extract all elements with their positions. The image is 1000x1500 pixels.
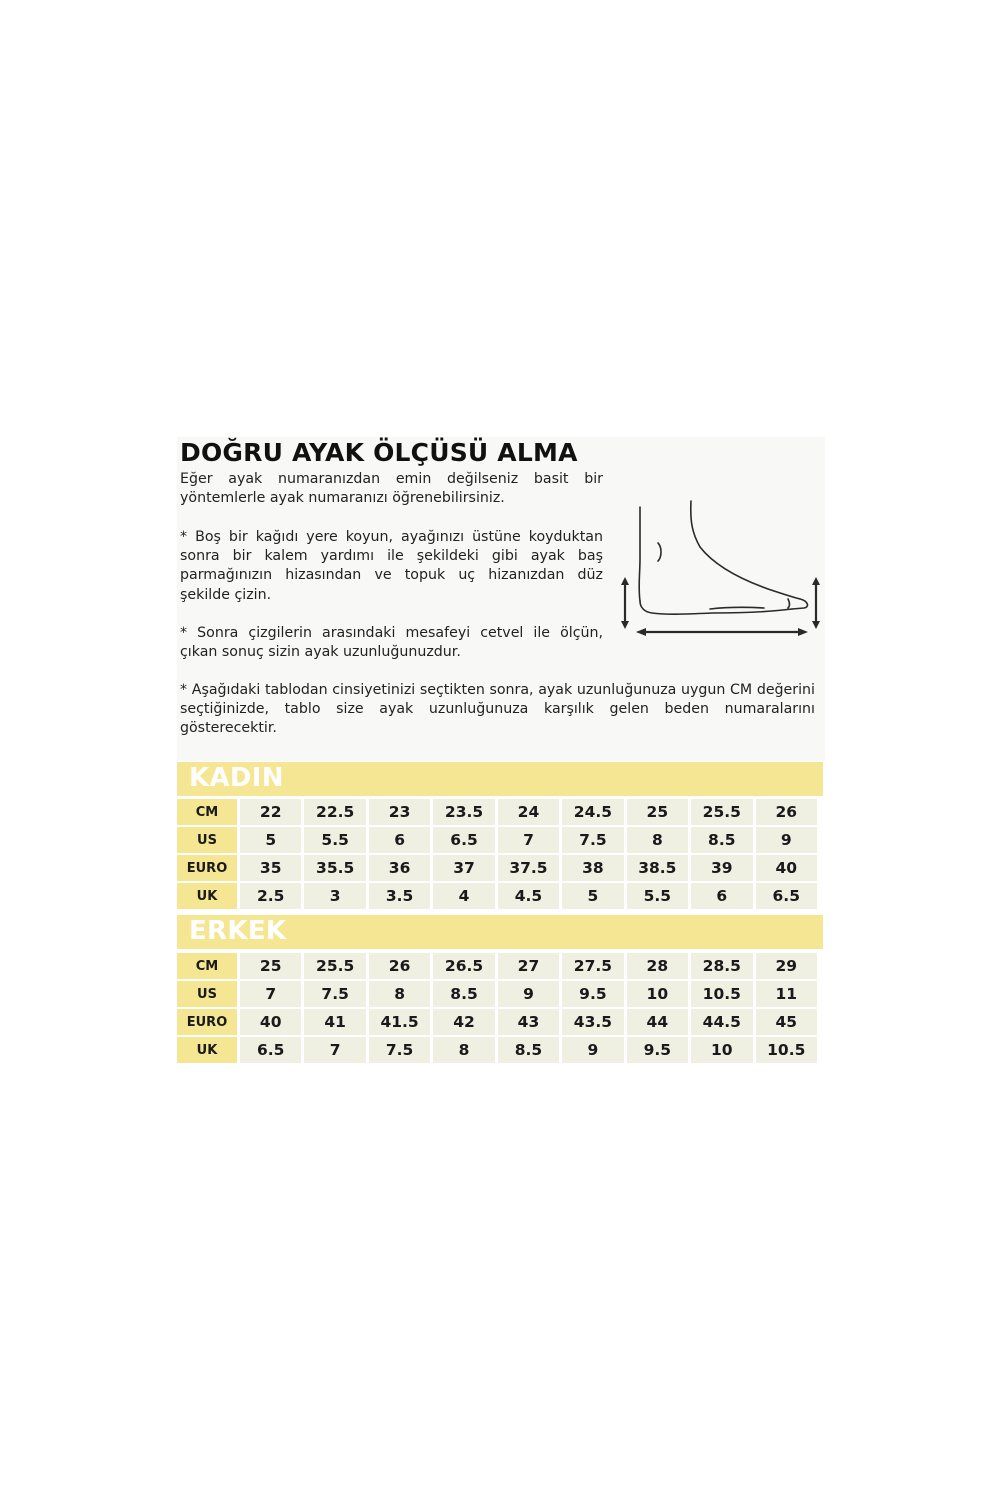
size-cell: 42 [433, 1009, 494, 1035]
size-cell: 35 [240, 855, 301, 881]
row-header: UK [177, 1037, 237, 1063]
size-cell: 7.5 [562, 827, 623, 853]
size-cell: 4.5 [498, 883, 559, 909]
size-cell: 5.5 [627, 883, 688, 909]
size-cell: 9.5 [627, 1037, 688, 1063]
size-cell: 38.5 [627, 855, 688, 881]
row-header: CM [177, 799, 237, 825]
size-cell: 2.5 [240, 883, 301, 909]
size-cell: 8.5 [433, 981, 494, 1007]
size-cell: 22 [240, 799, 301, 825]
size-cell: 7.5 [304, 981, 365, 1007]
size-cell: 9 [562, 1037, 623, 1063]
size-row-euro [177, 1009, 817, 1035]
size-cell: 23.5 [433, 799, 494, 825]
size-cell: 43.5 [562, 1009, 623, 1035]
intro-paragraph: Eğer ayak numaranızdan emin değilseniz basit bir yöntemlerle ayak numaranızı öğrenebilirsiniz. [180, 471, 603, 507]
size-cell: 43 [498, 1009, 559, 1035]
size-cell: 7 [304, 1037, 365, 1063]
size-cell: 5 [562, 883, 623, 909]
page-title: DOĞRU AYAK ÖLÇÜSÜ ALMA [180, 438, 578, 467]
size-cell: 9.5 [562, 981, 623, 1007]
size-row-cm [177, 799, 817, 825]
size-cell: 26 [369, 953, 430, 979]
men-size-table [174, 951, 820, 1065]
size-row-us [177, 981, 817, 1007]
men-section-label: ERKEK [189, 916, 287, 946]
size-cell: 3 [304, 883, 365, 909]
step1-paragraph: * Boş bir kağıdı yere koyun, ayağınızı üstüne koyduktan sonra bir kalem yardımı ile şekildeki gibi ayak baş parmağınızın hizasından ve topuk uç hizanızdan düz şekilde çizin. [180, 529, 603, 603]
women-section-label: KADIN [189, 763, 284, 793]
size-cell: 23 [369, 799, 430, 825]
size-cell: 44.5 [691, 1009, 752, 1035]
size-cell: 25.5 [691, 799, 752, 825]
row-header: EURO [177, 1009, 237, 1035]
women-section-header [177, 762, 823, 796]
size-cell: 29 [756, 953, 818, 979]
row-header: UK [177, 883, 237, 909]
size-cell: 6.5 [756, 883, 818, 909]
size-cell: 40 [756, 855, 818, 881]
size-cell: 10.5 [691, 981, 752, 1007]
size-cell: 10 [627, 981, 688, 1007]
row-header: US [177, 981, 237, 1007]
row-header: US [177, 827, 237, 853]
size-cell: 28 [627, 953, 688, 979]
size-row-uk [177, 1037, 817, 1063]
size-cell: 24 [498, 799, 559, 825]
size-cell: 22.5 [304, 799, 365, 825]
size-row-uk [177, 883, 817, 909]
size-cell: 5.5 [304, 827, 365, 853]
size-cell: 6.5 [240, 1037, 301, 1063]
size-cell: 27 [498, 953, 559, 979]
size-cell: 9 [756, 827, 818, 853]
size-cell: 8.5 [691, 827, 752, 853]
size-row-us [177, 827, 817, 853]
size-cell: 25 [627, 799, 688, 825]
size-cell: 39 [691, 855, 752, 881]
size-cell: 7 [498, 827, 559, 853]
size-cell: 9 [498, 981, 559, 1007]
row-header: CM [177, 953, 237, 979]
size-cell: 28.5 [691, 953, 752, 979]
size-cell: 37 [433, 855, 494, 881]
women-size-table [174, 797, 820, 911]
size-cell: 41.5 [369, 1009, 430, 1035]
size-cell: 8 [627, 827, 688, 853]
size-cell: 27.5 [562, 953, 623, 979]
size-cell: 40 [240, 1009, 301, 1035]
foot-measurement-icon [618, 495, 824, 640]
size-cell: 6 [691, 883, 752, 909]
size-cell: 5 [240, 827, 301, 853]
size-row-euro [177, 855, 817, 881]
size-cell: 38 [562, 855, 623, 881]
size-cell: 26 [756, 799, 818, 825]
size-cell: 7 [240, 981, 301, 1007]
size-cell: 36 [369, 855, 430, 881]
size-cell: 25.5 [304, 953, 365, 979]
size-cell: 25 [240, 953, 301, 979]
size-cell: 10 [691, 1037, 752, 1063]
size-cell: 8 [433, 1037, 494, 1063]
size-cell: 6 [369, 827, 430, 853]
size-row-cm [177, 953, 817, 979]
size-cell: 24.5 [562, 799, 623, 825]
size-cell: 35.5 [304, 855, 365, 881]
men-section-header [177, 915, 823, 949]
size-cell: 8.5 [498, 1037, 559, 1063]
size-cell: 44 [627, 1009, 688, 1035]
row-header: EURO [177, 855, 237, 881]
size-cell: 3.5 [369, 883, 430, 909]
size-cell: 6.5 [433, 827, 494, 853]
size-cell: 8 [369, 981, 430, 1007]
step3-paragraph: * Aşağıdaki tablodan cinsiyetinizi seçtikten sonra, ayak uzunluğunuza uygun CM değerini seçtiğinizde, tablo size ayak uzunluğunuza karşılık gelen beden numaralarını gösterecektir. [180, 682, 815, 737]
size-cell: 11 [756, 981, 818, 1007]
size-cell: 10.5 [756, 1037, 818, 1063]
size-cell: 7.5 [369, 1037, 430, 1063]
size-cell: 4 [433, 883, 494, 909]
size-cell: 37.5 [498, 855, 559, 881]
size-cell: 26.5 [433, 953, 494, 979]
step2-paragraph: * Sonra çizgilerin arasındaki mesafeyi cetvel ile ölçün, çıkan sonuç sizin ayak uzunluğunuzdur. [180, 625, 603, 661]
size-cell: 41 [304, 1009, 365, 1035]
size-cell: 45 [756, 1009, 818, 1035]
